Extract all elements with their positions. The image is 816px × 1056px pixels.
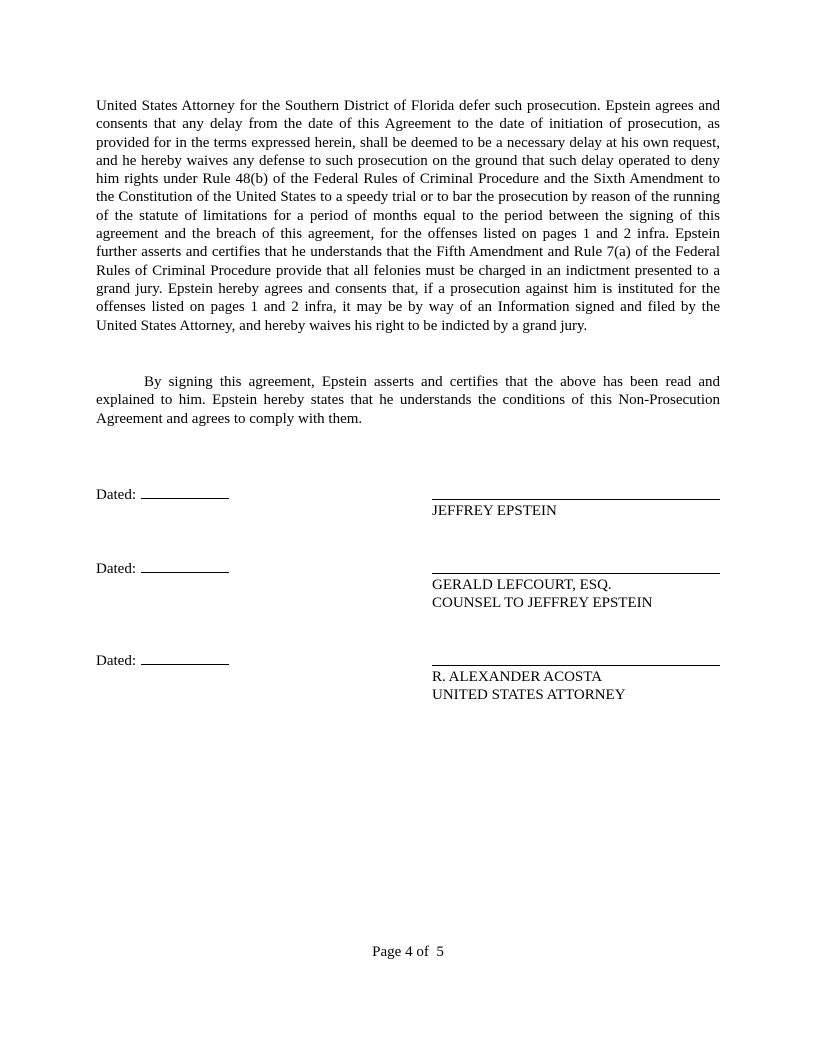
body-paragraph-1: United States Attorney for the Southern District of Florida defer such prosecution. Epstein agrees and consents that any delay from the date of this Agreement to the date of initiation of prosecution, as provided for in the terms expressed herein, shall be deemed to be a necessary delay at his own request, and he hereby waives any defense to such prosecution on the ground that such delay operated to deny him rights under Rule 48(b) of the Federal Rules of Criminal Procedure and the Sixth Amendment to the Constitution of the United States to a speedy trial or to bar the prosecution by reason of the running of the statute of limitations for a period of months equal to the period between the signing of this agreement and the breach of this agreement, for the offenses listed on pages 1 and 2 infra. Epstein further asserts and certifies that he understands that the Fifth Amendment and Rule 7(a) of the Federal Rules of Criminal Procedure provide that all felonies must be charged in an indictment presented to a grand jury. Epstein hereby agrees and consents that, if a prosecution against him is instituted for the offenses listed on pages 1 and 2 infra, it may be by way of an Information signed and filed by the United States Attorney, and hereby waives his right to be indicted by a grand jury. [96,98,720,334]
dated-field [96,484,229,504]
signatory-title: UNITED STATES ATTORNEY [432,687,626,703]
dated-blank-line [141,484,229,499]
signatory-name: GERALD LEFCOURT, ESQ. [432,577,612,593]
page-number: Page 4 of 5 [372,944,444,960]
signatory-name: JEFFREY EPSTEIN [432,503,557,519]
dated-blank-line [141,650,229,665]
dated-label: Dated: [96,487,136,503]
signatory-name: R. ALEXANDER ACOSTA [432,669,603,685]
signatory [432,576,720,612]
dated-field [96,558,229,578]
dated-field [96,650,229,670]
dated-label: Dated: [96,653,136,669]
dated-blank-line [141,558,229,573]
signatory-title: COUNSEL TO JEFFREY EPSTEIN [432,595,653,611]
dated-label: Dated: [96,561,136,577]
signature-line [432,499,720,500]
signature-line [432,573,720,574]
signatory [432,502,720,520]
body-paragraph-2: By signing this agreement, Epstein asserts and certifies that the above has been read and explained to him. Epstein hereby states that he understands the conditions of this Non-Prosecution Agreement and agrees to comply with them. [96,374,720,427]
signatory [432,668,720,704]
signature-line [432,665,720,666]
